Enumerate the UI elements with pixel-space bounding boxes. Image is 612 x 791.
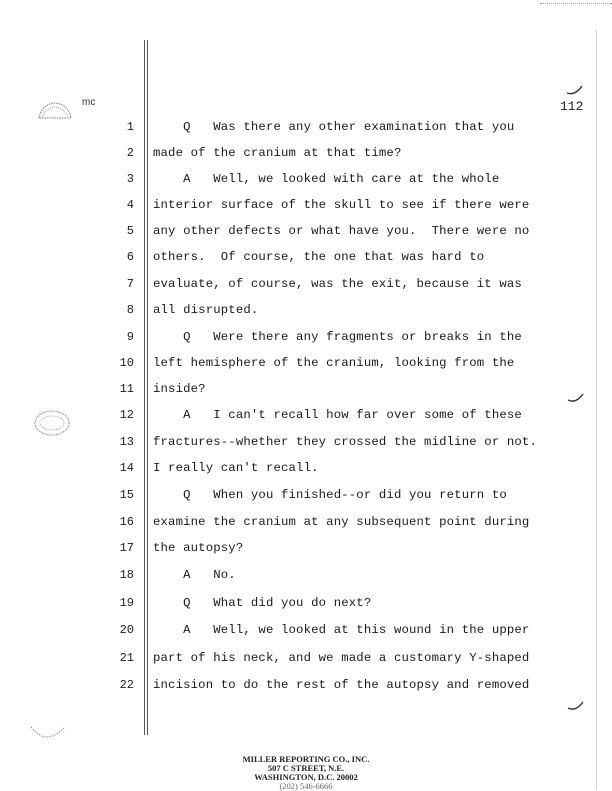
line-text: all disrupted. bbox=[153, 303, 259, 317]
transcript-line bbox=[0, 488, 612, 508]
line-text: Q When you finished--or did you return to bbox=[153, 488, 507, 502]
line-text: evaluate, of course, was the exit, because it was bbox=[153, 277, 522, 291]
check-mark-icon bbox=[565, 84, 585, 96]
transcript-line bbox=[0, 541, 612, 561]
line-number: 17 bbox=[119, 541, 134, 555]
transcript-line bbox=[0, 356, 612, 376]
transcript-line bbox=[0, 250, 612, 270]
transcript-line bbox=[0, 461, 612, 481]
check-mark-icon bbox=[566, 700, 586, 712]
line-number: 22 bbox=[119, 678, 134, 692]
line-number: 9 bbox=[126, 330, 134, 344]
line-number: 12 bbox=[119, 408, 134, 422]
transcript-line bbox=[0, 120, 612, 140]
line-number: 19 bbox=[119, 596, 134, 610]
transcript-line bbox=[0, 303, 612, 323]
line-text: examine the cranium at any subsequent point during bbox=[153, 515, 530, 529]
line-number: 15 bbox=[119, 488, 134, 502]
line-text: inside? bbox=[153, 382, 206, 396]
line-text: Q Were there any fragments or breaks in the bbox=[153, 330, 522, 344]
line-text: A Well, we looked with care at the whole bbox=[153, 172, 500, 186]
line-text: incision to do the rest of the autopsy and removed bbox=[153, 678, 530, 692]
line-number: 20 bbox=[119, 623, 134, 637]
line-text: interior surface of the skull to see if there were bbox=[153, 198, 530, 212]
transcript-line bbox=[0, 435, 612, 455]
footer-city: WASHINGTON, D.C. 20002 bbox=[254, 772, 358, 782]
line-number: 2 bbox=[126, 146, 134, 160]
transcript-line bbox=[0, 382, 612, 402]
hole-punch-mark bbox=[28, 722, 68, 744]
line-number: 3 bbox=[126, 172, 134, 186]
hole-punch-mark bbox=[36, 100, 74, 122]
transcript-line bbox=[0, 596, 612, 616]
line-number: 1 bbox=[126, 120, 134, 134]
line-text: others. Of course, the one that was hard to bbox=[153, 250, 485, 264]
transcript-line bbox=[0, 224, 612, 244]
top-edge-mark bbox=[540, 3, 612, 4]
line-number: 6 bbox=[126, 250, 134, 264]
line-number: 14 bbox=[119, 461, 134, 475]
transcript-line bbox=[0, 172, 612, 192]
transcript-line bbox=[0, 515, 612, 535]
line-text: A Well, we looked at this wound in the upper bbox=[153, 623, 530, 637]
line-number: 10 bbox=[119, 356, 134, 370]
line-text: any other defects or what have you. There were no bbox=[153, 224, 530, 238]
line-number: 16 bbox=[119, 515, 134, 529]
footer-company: MILLER REPORTING CO., INC. bbox=[242, 754, 370, 764]
line-number: 21 bbox=[119, 651, 134, 665]
line-text: left hemisphere of the cranium, looking from the bbox=[153, 356, 515, 370]
line-number: 8 bbox=[126, 303, 134, 317]
line-text: A No. bbox=[153, 568, 236, 582]
line-number: 11 bbox=[119, 382, 134, 396]
transcript-line bbox=[0, 146, 612, 166]
line-number: 7 bbox=[126, 277, 134, 291]
footer-phone: (202) 546-6666 bbox=[279, 781, 333, 791]
line-number: 18 bbox=[119, 568, 134, 582]
line-number: 4 bbox=[126, 198, 134, 212]
line-text: I really can't recall. bbox=[153, 461, 319, 475]
reporter-initials: mc bbox=[82, 97, 96, 108]
footer-street: 507 C STREET, N.E. bbox=[267, 763, 345, 773]
line-text: part of his neck, and we made a customary Y-shaped bbox=[153, 651, 530, 665]
line-text: fractures--whether they crossed the midline or not. bbox=[153, 435, 537, 449]
line-text: A I can't recall how far over some of these bbox=[153, 408, 522, 422]
line-text: Q Was there any other examination that you bbox=[153, 120, 515, 134]
transcript-line bbox=[0, 408, 612, 428]
transcript-line bbox=[0, 277, 612, 297]
transcript-line bbox=[0, 651, 612, 671]
line-text: the autopsy? bbox=[153, 541, 244, 555]
transcript-line bbox=[0, 623, 612, 643]
transcript-line bbox=[0, 678, 612, 698]
transcript-line bbox=[0, 568, 612, 588]
page-number: 112 bbox=[560, 99, 584, 114]
line-number: 5 bbox=[126, 224, 134, 238]
transcript-line bbox=[0, 330, 612, 350]
line-number: 13 bbox=[119, 435, 134, 449]
line-text: Q What did you do next? bbox=[153, 596, 372, 610]
transcript-line bbox=[0, 198, 612, 218]
line-text: made of the cranium at that time? bbox=[153, 146, 402, 160]
